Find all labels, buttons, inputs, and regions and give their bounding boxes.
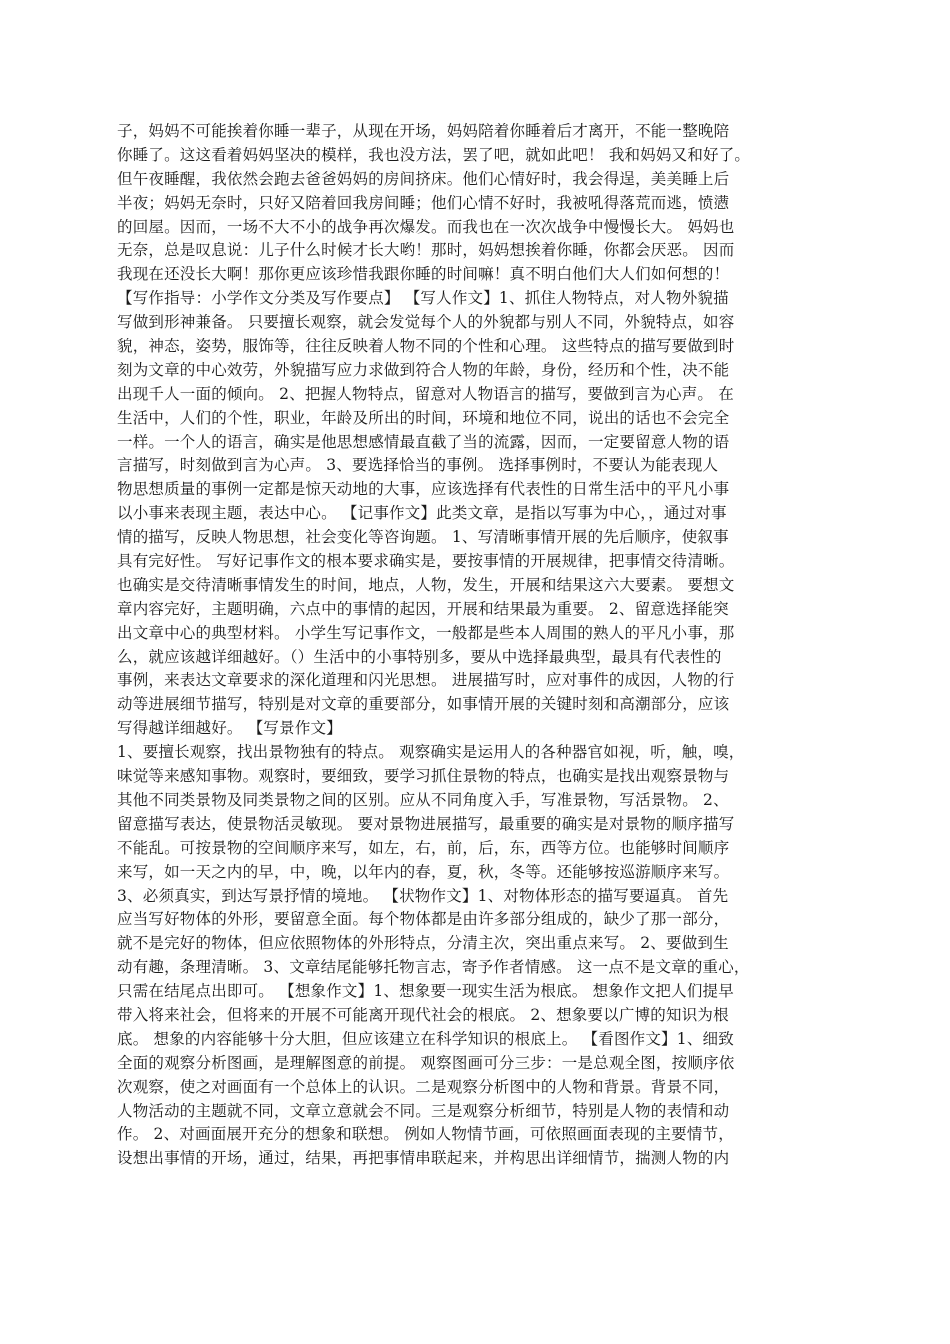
text-line: 子，妈妈不可能挨着你睡一辈子，从现在开场，妈妈陪着你睡着后才离开，不能一整晚陪 bbox=[117, 122, 730, 140]
text-line: 写得越详细越好。 【写景作文】 bbox=[117, 719, 342, 738]
text-line: 也确实是交待清晰事情发生的时间，地点，人物，发生，开展和结果这六大要素。 要想文 bbox=[117, 575, 735, 594]
text-line: 其他不同类景物及同类景物之间的区别。应从不同角度入手，写准景物，写活景物。 2、 bbox=[117, 790, 729, 809]
text-line: 生活中，人们的个性，职业，年龄及所出的时间，环境和地位不同，说出的话也不会完全 bbox=[117, 408, 730, 427]
text-line: 不能乱。可按景物的空间顺序来写，如左，右，前，后，东，西等方位。也能够时间顺序 bbox=[117, 838, 730, 857]
text-line: 3、必须真实，到达写景抒情的境地。 【状物作文】1、对物体形态的描写要逼真。 首先 bbox=[117, 886, 729, 905]
text-line: 事例，来表达文章要求的深化道理和闪光思想。 进展描写时，应对事件的成因，人物的行 bbox=[117, 671, 735, 690]
text-line: 刻为文章的中心效劳，外貌描写应力求做到符合人物的年龄，身份，经历和个性，决不能 bbox=[117, 360, 730, 379]
text-line: 动有趣，条理清晰。 3、文章结尾能够托物言志，寄予作者情感。 这一点不是文章的重心， bbox=[117, 958, 750, 977]
text-line: 章内容完好，主题明确，六点中的事情的起因，开展和结果最为重要。 2、留意选择能突 bbox=[117, 599, 729, 618]
text-line: 全面的观察分析图画，是理解图意的前提。 观察图画可分三步：一是总观全图，按顺序依 bbox=[117, 1053, 735, 1072]
text-line: 留意描写表达，使景物活灵敏现。 要对景物进展描写，最重要的确实是对景物的顺序描写 bbox=[117, 814, 735, 833]
text-line: 我现在还没长大啊！那你更应该珍惜我跟你睡的时间嘛！真不明白他们大人们如何想的！ bbox=[117, 265, 730, 284]
text-line: 来写，如一天之内的早，中，晚，以年内的春，夏，秋，冬等。还能够按巡游顺序来写。 bbox=[117, 862, 730, 881]
text-line: 作。 2、对画面展开充分的想象和联想。 例如人物情节画，可依照画面表现的主要情节， bbox=[117, 1125, 734, 1144]
text-line: 味觉等来感知事物。观察时，要细致，要学习抓住景物的特点，也确实是找出观察景物与 bbox=[117, 767, 730, 786]
text-line: 半夜；妈妈无奈时，只好又陪着回我房间睡；他们心情不好时，我被吼得落荒而逃，愤懑 bbox=[117, 193, 730, 212]
text-line: 1、要擅长观察，找出景物独有的特点。 观察确实是运用人的各种器官如视，听，触，嗅， bbox=[117, 743, 745, 762]
text-line: 出现千人一面的倾向。 2、把握人物特点，留意对人物语言的描写，要做到言为心声。 在 bbox=[117, 384, 734, 403]
text-line: 具有完好性。 写好记事作文的根本要求确实是，要按事情的开展规律，把事情交待清晰。 bbox=[117, 552, 735, 571]
text-line: 你睡了。这这看着妈妈坚决的模样，我也没方法，罢了吧，就如此吧！ 我和妈妈又和好了。 bbox=[117, 145, 751, 164]
text-line: 以小事来表现主题，表达中心。 【记事作文】此类文章，是指以写事为中心，，通过对事 bbox=[117, 504, 727, 523]
text-line: 么，就应该越详细越好。（）生活中的小事特别多，要从中选择最典型，最具有代表性的 bbox=[117, 647, 722, 666]
text-line: 设想出事情的开场，通过，结果，再把事情串联起来，并构思出详细情节，揣测人物的内 bbox=[117, 1149, 730, 1168]
text-line: 次观察，使之对画面有一个总体上的认识。二是观察分析图中的人物和背景。背景不同， bbox=[117, 1077, 730, 1096]
body-text bbox=[117, 120, 837, 1171]
text-line: 一样。一个人的语言，确实是他思想感情最直截了当的流露，因而，一定要留意人物的语 bbox=[117, 432, 730, 451]
text-line: 的回屋。因而，一场不大不小的战争再次爆发。而我也在一次次战争中慢慢长大。 妈妈也 bbox=[117, 217, 735, 236]
text-line: 言描写，时刻做到言为心声。 3、要选择恰当的事例。 选择事例时，不要认为能表现人 bbox=[117, 456, 719, 475]
text-line: 貌，神态，姿势，服饰等，往往反映着人物不同的个性和心理。 这些特点的描写要做到时 bbox=[117, 337, 735, 356]
text-line: 带入将来社会，但将来的开展不可能离开现代社会的根底。 2、想象要以广博的知识为根 bbox=[117, 1005, 729, 1024]
text-line: 写做到形神兼备。 只要擅长观察，就会发觉每个人的外貌都与别人不同，外貌特点，如容 bbox=[117, 313, 735, 332]
text-line: 情的描写，反映人物思想，社会变化等咨询题。 1、写清晰事情开展的先后顺序，使叙事 bbox=[117, 528, 729, 547]
text-line: 【写作指导：小学作文分类及写作要点】 【写人作文】1、抓住人物特点，对人物外貌描 bbox=[117, 289, 729, 308]
text-line: 只需在结尾点出即可。 【想象作文】1、想象要一现实生活为根底。 想象作文把人们提早 bbox=[117, 982, 734, 1001]
text-line: 但午夜睡醒，我依然会跑去爸爸妈妈的房间挤床。他们心情好时，我会得逞，美美睡上后 bbox=[117, 169, 730, 188]
text-line: 就不是完好的物体，但应依照物体的外形特点，分清主次，突出重点来写。 2、要做到生 bbox=[117, 934, 729, 953]
text-line: 底。 想象的内容能够十分大胆，但应该建立在科学知识的根底上。 【看图作文】1、细致 bbox=[117, 1029, 734, 1048]
text-line: 出文章中心的典型材料。 小学生写记事作文，一般都是些本人周围的熟人的平凡小事，那 bbox=[117, 623, 735, 642]
text-line: 动等进展细节描写，特别是对文章的重要部分，如事情开展的关键时刻和高潮部分，应该 bbox=[117, 695, 730, 714]
text-line: 无奈，总是叹息说：儿子什么时候才长大哟！那时，妈妈想挨着你睡，你都会厌恶。 因而 bbox=[117, 241, 735, 260]
text-line: 人物活动的主题就不同，文章立意就会不同。三是观察分析细节，特别是人物的表情和动 bbox=[117, 1101, 730, 1120]
text-line: 物思想质量的事例一定都是惊天动地的大事，应该选择有代表性的日常生活中的平凡小事 bbox=[117, 480, 730, 499]
text-line: 应当写好物体的外形，要留意全面。每个物体都是由许多部分组成的，缺少了那一部分， bbox=[117, 910, 730, 929]
